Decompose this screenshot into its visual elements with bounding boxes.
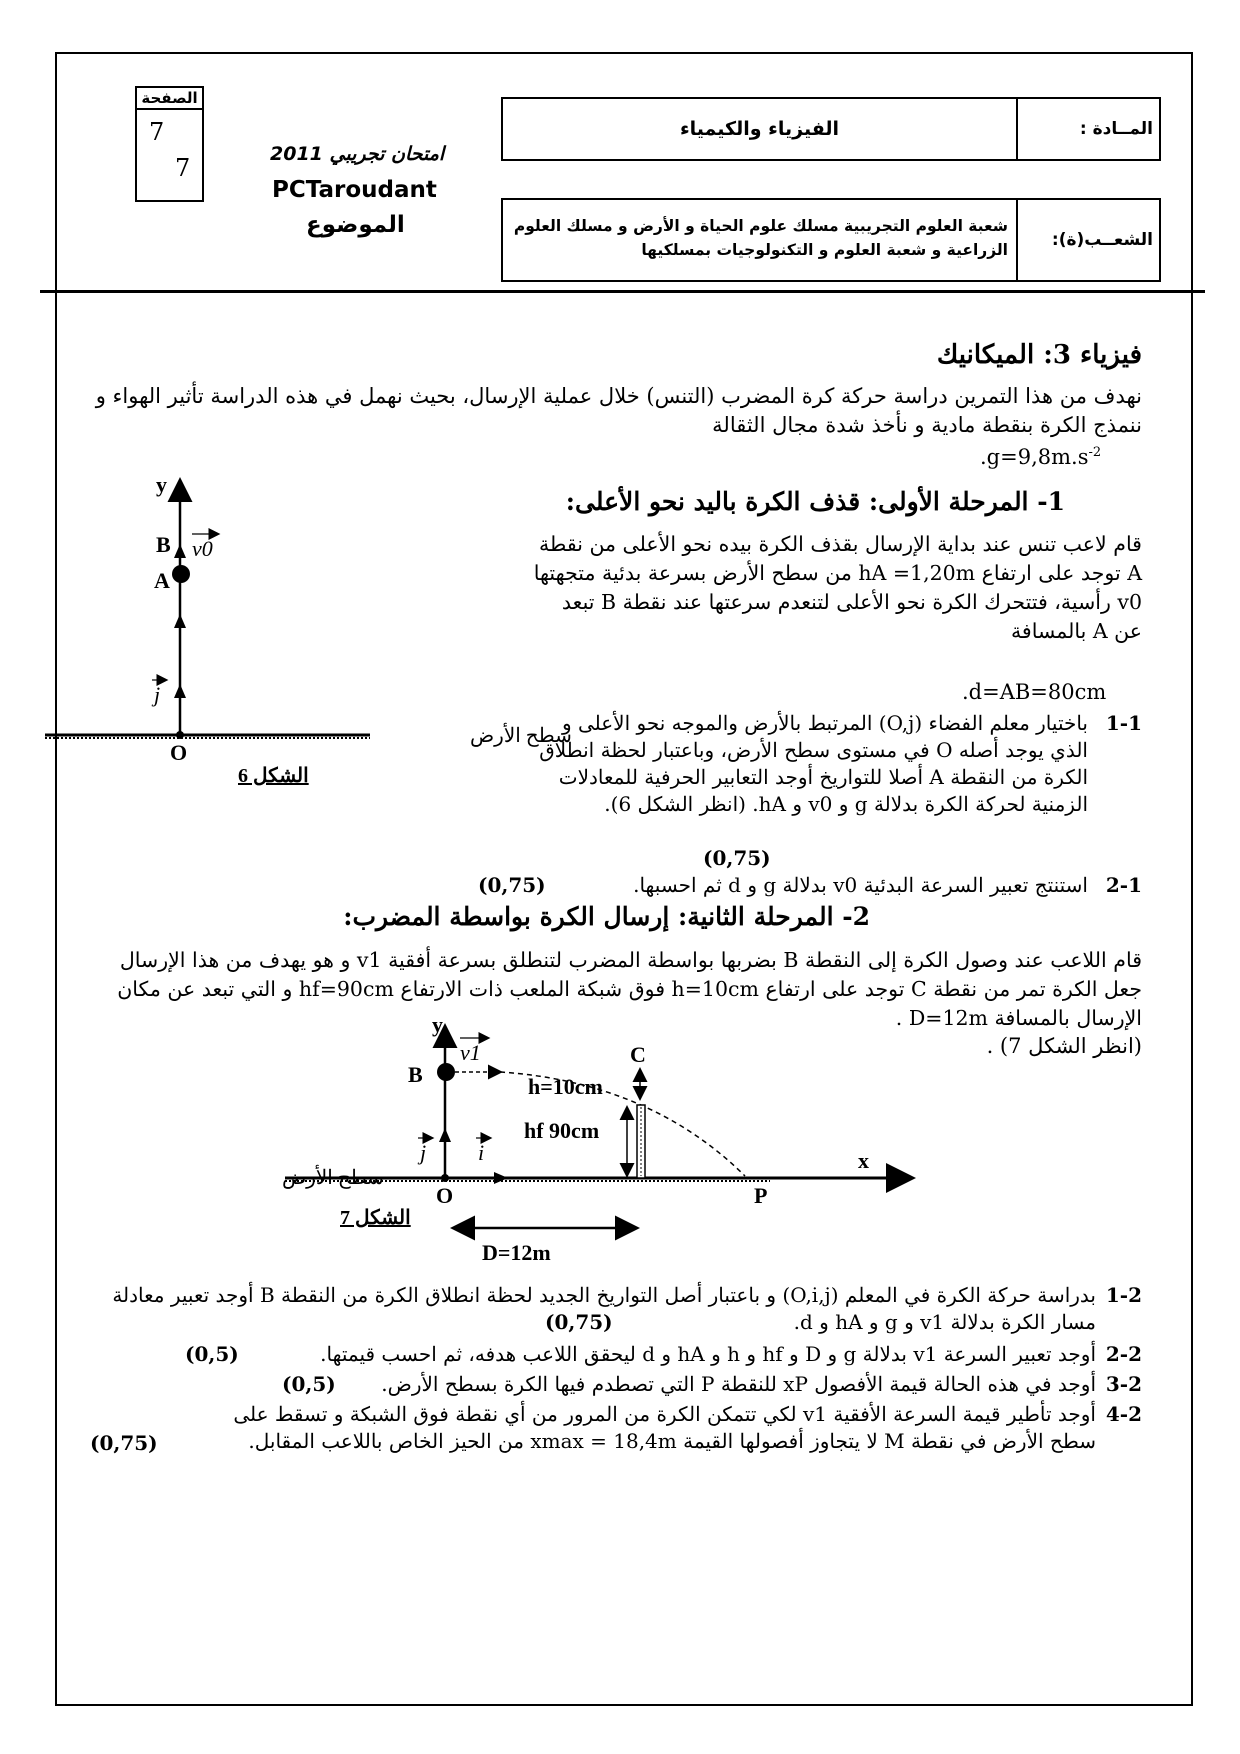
subject-label-box — [1014, 97, 1161, 161]
p1-q1-points: (0,75) — [703, 846, 771, 870]
fig6-j-arrow — [174, 684, 186, 698]
intro-text: نهدف من هذا التمرين دراسة حركة كرة المضرب (التنس) خلال عملية الإرسال، بحيث نهمل في هذه الدراسة تأثير الهواء و ننمذج الكرة بنقطة مادية و نأخذ شدة مجال الثقالة — [95, 384, 1142, 437]
p2-q4-number: 4-2 — [1105, 1402, 1142, 1426]
fig6-v0-label: v0 — [192, 536, 213, 561]
part1-text: قام لاعب تنس عند بداية الإرسال بقذف الكرة بيده نحو الأعلى من نقطة A توجد على ارتفاع hA =1,20m من سطح الأرض بسرعة بدئية متجهتها v0 رأسية، فتتحرك الكرة نحو الأعلى لتنعدم سرعتها عند نقطة B تبعد عن A بالمسافة — [533, 532, 1142, 643]
subject-value-box — [501, 97, 1018, 161]
part2-figure-ref: (انظر الشكل 7) . — [986, 1034, 1142, 1058]
fig7-B-label: B — [408, 1062, 423, 1087]
header-divider — [40, 290, 1205, 293]
fig6-origin-dot — [176, 731, 184, 739]
p2-q3-number: 3-2 — [1105, 1372, 1142, 1396]
fig6-mid-arrow — [174, 614, 186, 628]
branch-value: شعبة العلوم التجريبية مسلك علوم الحياة و الأرض و مسلك العلوم الزراعية و شعبة العلوم و التكنولوجيات بمسلكيها — [513, 217, 1008, 259]
subject-value: الفيزياء والكيمياء — [679, 118, 840, 140]
exam-label: امتحان تجريبي 2011 — [270, 143, 445, 165]
p2-q4-text: أوجد تأطير قيمة السرعة الأفقية v1 لكي تتمكن الكرة من المرور من أي نقطة فوق الشبكة و تسقط على سطح الأرض في نقطة M لا يتجاوز أفصولها القيمة xmax = 18,4m من الحيز الخاص باللاعب المقابل. — [233, 1402, 1096, 1453]
fig7-C-label: C — [630, 1042, 646, 1067]
p1-question-2 — [580, 872, 1142, 899]
p2-q2-text: أوجد تعبير السرعة v1 بدلالة g و D و hf و h و hA و d ليحقق اللاعب هدفه، ثم احسب قيمتها. — [320, 1342, 1096, 1366]
fig7-ground-label: سطح الأرض — [282, 1167, 384, 1189]
subject-section-label: الموضوع — [306, 212, 405, 238]
figure-6 — [40, 470, 572, 830]
p2-question-2 — [260, 1341, 1142, 1368]
fig7-caption: الشكل 7 — [340, 1207, 411, 1229]
p2-q2-points: (0,5) — [185, 1342, 239, 1366]
figure-7 — [170, 1010, 930, 1270]
gravity-value — [980, 438, 1101, 472]
gravity-base: .g=9,8m.s — [980, 445, 1089, 469]
branch-label: الشعــب(ة): — [1051, 230, 1153, 250]
fig6-v0-arrow — [174, 544, 186, 558]
p1-q1-text: باختيار معلم الفضاء (O,j) المرتبط بالأرض والموجه نحو الأعلى و الذي يوجد أصله O في مستوى سطح الأرض، وباعتبار لحظة انطلاق الكرة من النقطة A أصلا للتواريخ أوجد التعابير الحرفية للمعادلات الزمنية لحركة الكرة بدلالة g و v0 و hA. (انظر الشكل 6). — [539, 711, 1088, 816]
fig6-A-label: A — [154, 568, 170, 593]
fig7-x-label: x — [858, 1148, 869, 1173]
p1-question-1 — [528, 710, 1142, 818]
fig7-origin-dot — [441, 1174, 449, 1182]
fig6-B-label: B — [156, 532, 171, 557]
p2-q1-number: 1-2 — [1105, 1283, 1142, 1307]
part1-distance: .d=AB=80cm — [962, 680, 1107, 704]
p2-question-3 — [360, 1371, 1142, 1398]
p2-q4-points: (0,75) — [90, 1431, 158, 1455]
fig6-O-label: O — [170, 740, 188, 765]
page-number-box — [135, 86, 204, 202]
fig7-i-arrow — [494, 1172, 508, 1184]
part1-heading: 1- المرحلة الأولى: قذف الكرة باليد نحو الأعلى: — [565, 487, 1065, 516]
fig7-v1-label: v1 — [460, 1040, 481, 1065]
p2-q3-points: (0,5) — [282, 1372, 336, 1396]
part2-text: قام اللاعب عند وصول الكرة إلى النقطة B بضربها بواسطة المضرب لتنطلق بسرعة أفقية v1 و هو يهدف من هذا الإرسال جعل الكرة تمر من نقطة C توجد على ارتفاع h=10cm فوق شبكة الملعب ذات الارتفاع hf=90cm و التي تبعد عن مكان الإرسال بالمسافة D=12m . — [117, 948, 1142, 1030]
fig7-h-label: h=10cm — [528, 1074, 603, 1099]
subject-label: المــادة : — [1079, 119, 1153, 139]
p2-question-4 — [210, 1401, 1142, 1455]
p1-q2-number: 2-1 — [1105, 873, 1142, 897]
p1-q2-points: (0,75) — [478, 873, 546, 897]
fig6-ground-label: سطح الأرض — [470, 725, 572, 747]
branch-value-box — [501, 198, 1018, 282]
p2-q1-text: بدراسة حركة الكرة في المعلم (O,i,j) و باعتبار أصل التواريخ الجديد لحظة انطلاق الكرة من النقطة B أوجد تعبير معادلة مسار الكرة بدلالة v1 و g و hA و d. — [112, 1283, 1096, 1334]
p2-q2-number: 2-2 — [1105, 1342, 1142, 1366]
page-number: 7 — [149, 118, 165, 146]
fig6-y-label: y — [156, 472, 167, 497]
branch-label-box — [1014, 198, 1161, 282]
site-name: PCTaroudant — [272, 177, 437, 203]
fig7-O-label: O — [436, 1183, 454, 1208]
gravity-exponent: -2 — [1088, 445, 1102, 460]
fig6-caption: الشكل 6 — [238, 765, 309, 787]
part2-heading: 2- المرحلة الثانية: إرسال الكرة بواسطة المضرب: — [343, 902, 870, 931]
p2-q1-points: (0,75) — [545, 1310, 613, 1334]
fig7-hf-label: hf 90cm — [524, 1118, 600, 1143]
fig7-ball — [437, 1063, 455, 1081]
p1-q2-text: استنتج تعبير السرعة البدئية v0 بدلالة g و d ثم احسبها. — [633, 873, 1088, 897]
fig7-y-label: y — [432, 1012, 443, 1037]
page-label: الصفحة — [137, 88, 202, 110]
fig7-D-label: D=12m — [482, 1240, 551, 1265]
fig7-i-label: i — [478, 1140, 485, 1165]
fig7-j-label: j — [420, 1140, 427, 1165]
p2-q3-text: أوجد في هذه الحالة قيمة الأفصول xP للنقطة P التي تصطدم فيها الكرة بسطح الأرض. — [381, 1372, 1096, 1396]
fig6-j-label: j — [154, 682, 161, 707]
fig7-P-label: P — [754, 1183, 768, 1208]
fig6-ball — [172, 565, 190, 583]
fig7-j-arrow — [439, 1128, 451, 1142]
page-total: 7 — [175, 154, 191, 182]
p2-question-1 — [85, 1282, 1142, 1336]
p1-q1-number: 1-1 — [1105, 711, 1142, 735]
exercise-title: فيزياء 3: الميكانيك — [936, 340, 1142, 370]
